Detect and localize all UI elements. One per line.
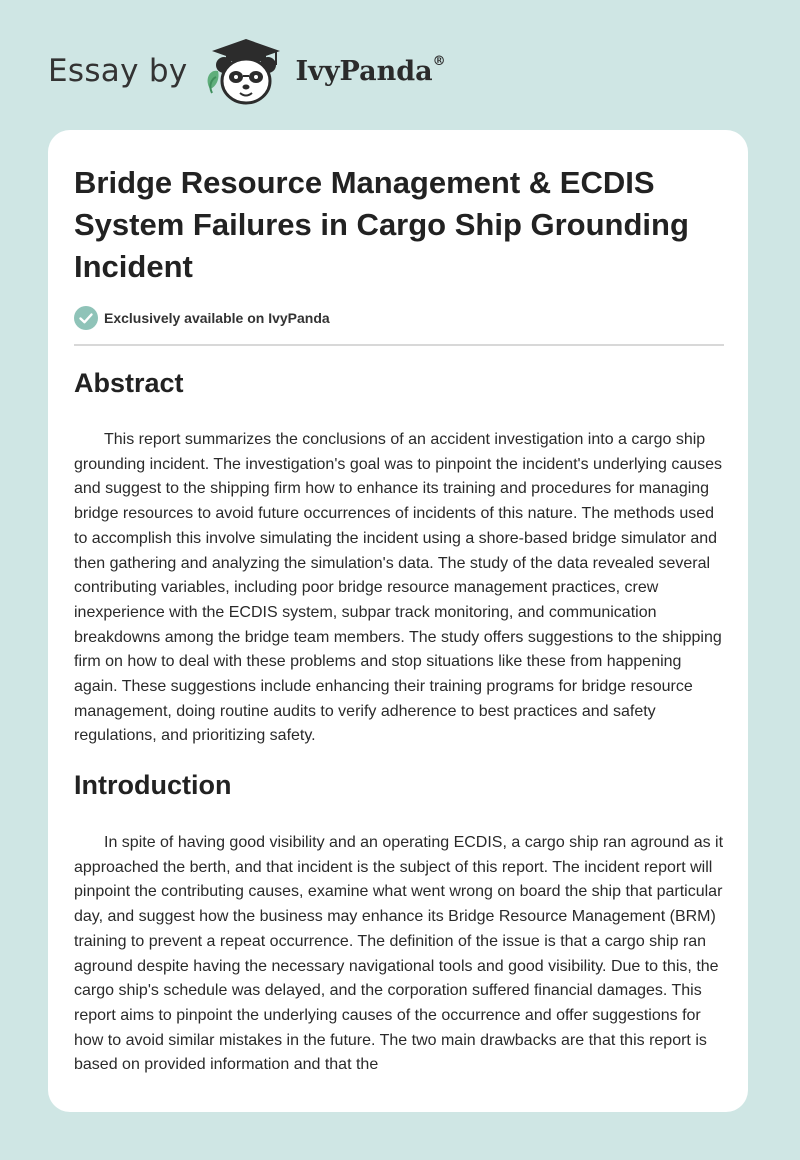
- divider: [74, 344, 724, 346]
- article-card: [48, 130, 748, 1112]
- brand-name-text: IvyPanda: [295, 55, 433, 87]
- section-heading-introduction: Introduction: [74, 770, 232, 800]
- section-heading-abstract: Abstract: [74, 368, 184, 398]
- check-circle-icon: [74, 306, 98, 330]
- exclusive-badge: [74, 306, 330, 330]
- section-paragraph-abstract: This report summarizes the conclusions of an accident investigation into a cargo ship grounding incident. The investigation's goal was to pinpoint the incident's underlying causes and suggest to the shipping firm how to enhance its training and procedures for managing bridge resources to avoid future occurrences of incidents of this nature. The methods used to accomplish this involve simulating the incident using a shore-based bridge simulator and then gathering and analyzing the simulation's data. The study of the data revealed several contributing variables, including poor bridge resource management practices, crew inexperience with the ECDIS system, subpar track monitoring, and communication breakdowns among the bridge team members. The study offers suggestions to the shipping firm on how to deal with these problems and stop situations like these from happening again. These suggestions include enhancing their training programs for bridge resource management, doing routine audits to verify adherence to best practices and safety regulations, and prioritizing safety.: [74, 431, 723, 745]
- section-paragraph-introduction: In spite of having good visibility and an operating ECDIS, a cargo ship ran aground as it approached the berth, and that incident is the subject of this report. The incident report will pinpoint the contributing causes, examine what went wrong on board the ship that particular day, and suggest how the business may enhance its Bridge Resource Management (BRM) training to prevent a repeat occurrence. The definition of the issue is that a cargo ship ran aground despite having the necessary navigational tools and good visibility. Due to this, the cargo ship's schedule was delayed, and the corporation suffered financial damages. This report aims to pinpoint the underlying causes of the occurrence and offer suggestions for how to avoid similar mistakes in the future. The two main drawbacks are that this report is based on provided information and that the: [74, 834, 724, 1074]
- registered-mark: ®: [432, 53, 446, 69]
- panda-graduate-icon[interactable]: [202, 35, 290, 107]
- site-header: [48, 36, 446, 106]
- brand-prefix: Essay by: [48, 53, 188, 89]
- page-title: Bridge Resource Management & ECDIS System Failures in Cargo Ship Grounding Incident: [74, 165, 689, 284]
- badge-text: Exclusively available on IvyPanda: [104, 310, 330, 326]
- brand-name[interactable]: [295, 53, 446, 87]
